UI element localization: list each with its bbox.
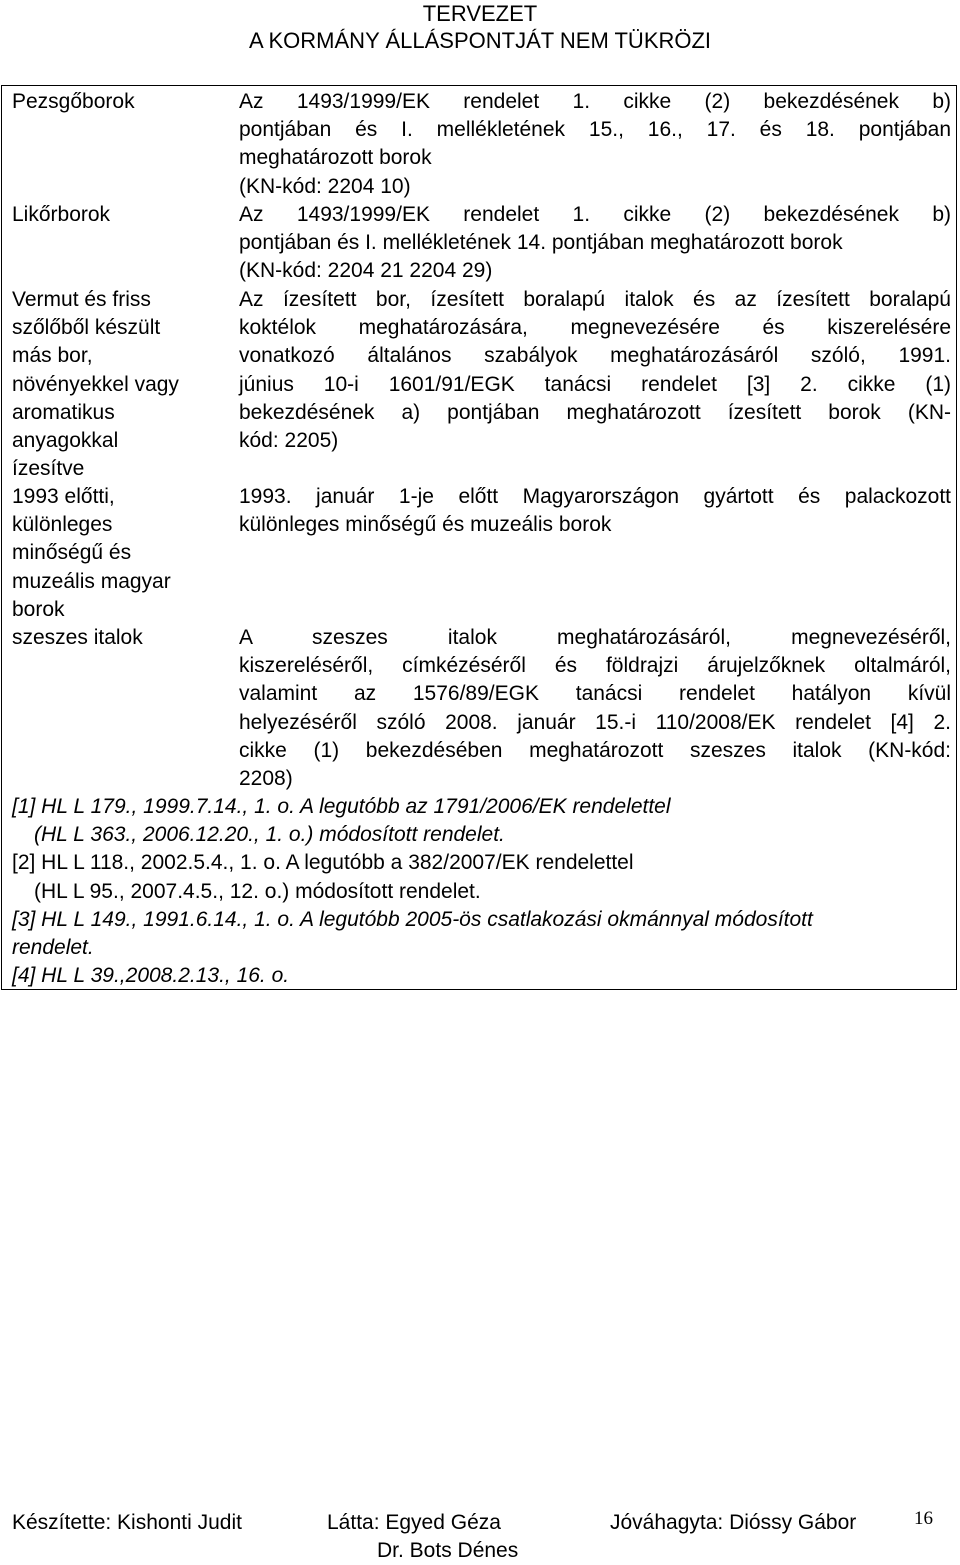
category-label: szeszes italok [12, 626, 143, 649]
category-description: Az 1493/1999/EK rendelet 1. cikke (2) bekezdésének b) pontjában és I. mellékletének 14. pontjában meghatározott borok (KN-kód: 2204 21 2204 29) [239, 203, 951, 283]
category-label: Likőrborok [12, 203, 111, 226]
page-number: 16 [914, 1508, 933, 1529]
category-label: Pezsgőborok [12, 90, 135, 113]
footnotes [12, 793, 952, 990]
approved-by: Jóváhagyta: Dióssy Gábor [610, 1511, 857, 1534]
category-description: 1993. január 1-je előtt Magyarországon gyártott és palackozott különleges minőségű és muzeális borok [239, 485, 951, 537]
category-label: Vermut és friss szőlőből készült más bor, növényekkel vagy aromatikus anyagokkal ízesítve [12, 288, 179, 481]
second-signatory: Dr. Bots Dénes [377, 1539, 519, 1562]
draft-label: TERVEZET [422, 1, 538, 26]
disclaimer-label: A KORMÁNY ÁLLÁSPONTJÁT NEM TÜKRÖZI [248, 28, 712, 53]
seen-by: Látta: Egyed Géza [327, 1511, 501, 1534]
footnote-4: [4] HL L 39.,2008.2.13., 16. o. [12, 964, 290, 988]
footnote-1-cont: (HL L 363., 2006.12.20., 1. o.) módosított rendelet. [34, 823, 505, 847]
document-header [0, 0, 960, 54]
footnote-1: [1] HL L 179., 1999.7.14., 1. o. A legutóbb az 1791/2006/EK rendelettel [12, 795, 671, 818]
category-description: Az ízesített bor, ízesített boralapú italok és az ízesített boralapú koktélok meghatározására, megnevezésére és kiszerelésére vonatkozó általános szabályok meghatározásáról szóló, 1991. június 10-i 1601/91/EGK tanácsi rendelet [3] 2. cikke (1) bekezdésének a) pontjában meghatározott ízesített borok (KN- kód: 2205) [239, 288, 951, 453]
prepared-by: Készítette: Kishonti Judit [12, 1511, 242, 1534]
footnote-3-cont: rendelet. [12, 936, 94, 960]
footnote-2-cont: (HL L 95., 2007.4.5., 12. o.) módosított rendelet. [34, 879, 481, 903]
footnote-2: [2] HL L 118., 2002.5.4., 1. o. A legutóbb a 382/2007/EK rendelettel [12, 851, 634, 875]
footnote-3: [3] HL L 149., 1991.6.14., 1. o. A legutóbb 2005-ös csatlakozási okmánnyal módosított [12, 907, 813, 931]
category-description: A szeszes italok meghatározásáról, megnevezéséről, kiszereléséről, címkézéséről és földrajzi árujelzőknek oltalmáról, valamint az 1576/89/EGK tanácsi rendelet hatályon kívül helyezéséről szóló 2008. január 15.-i 110/2008/EK rendelet [4] 2. cikke (1) bekezdésében meghatározott szeszes italok (KN-kód: 2208) [239, 626, 951, 791]
category-label: 1993 előtti, különleges minőségű és muzeális magyar borok [12, 485, 171, 621]
category-description: Az 1493/1999/EK rendelet 1. cikke (2) bekezdésének b) pontjában és I. mellékletének 15., 16., 17. és 18. pontjában meghatározott borok (KN-kód: 2204 10) [239, 90, 951, 198]
